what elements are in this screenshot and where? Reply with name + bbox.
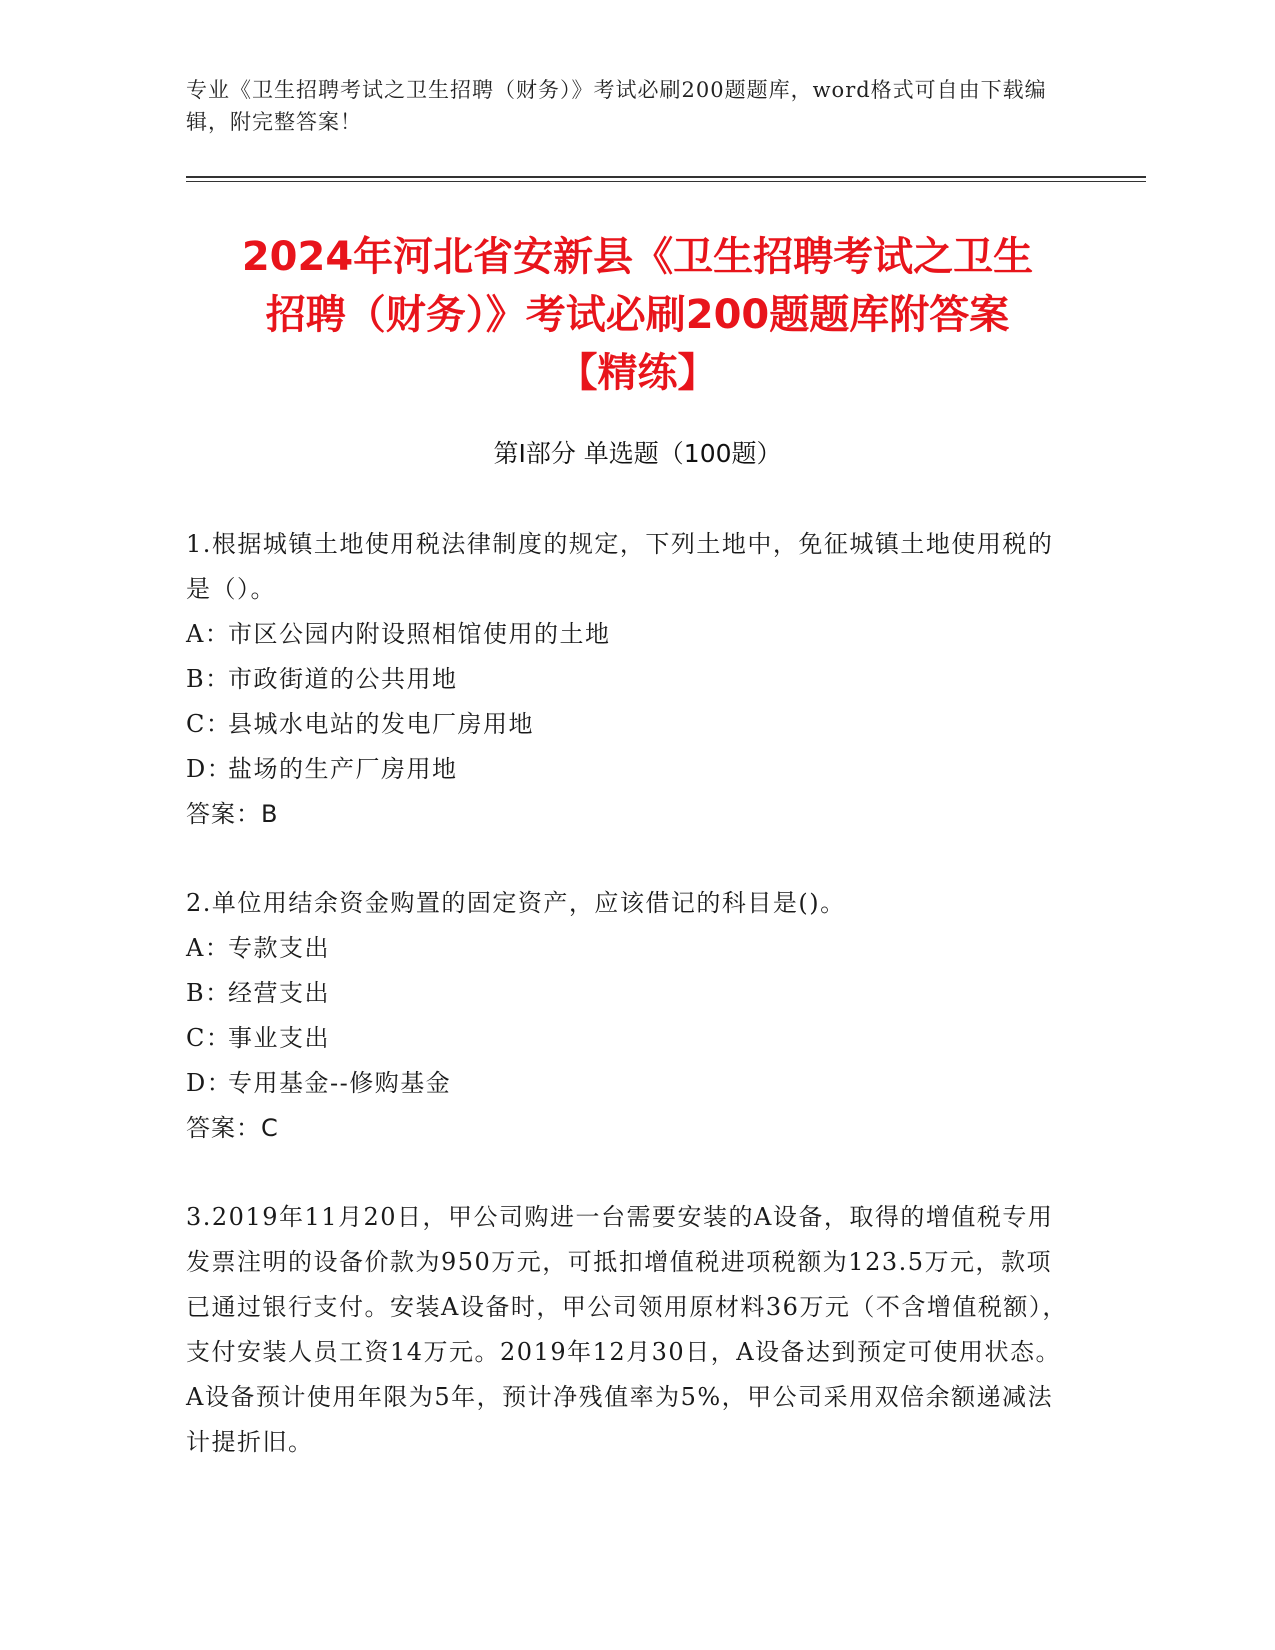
section-heading: 第I部分 单选题（100题） — [493, 439, 782, 468]
question-text: 3.2019年11月20日，甲公司购进一台需要安装的A设备，取得的增值税专用发票注明的设备价款为950万元，可抵扣增值税进项税额为123.5万元，款项已通过银行支付。安装A设备时，甲公司领用原材料36万元（不含增值税额），支付安装人员工资14万元。2019年12月30日，A设备达到预定可使用状态。A设备预计使用年限为5年，预计净残值率为5%，甲公司采用双倍余额递减法计提折旧。 — [186, 1203, 1068, 1456]
option-text: 事业支出 — [228, 1024, 330, 1052]
answer: 答案：B — [186, 800, 279, 828]
title-line-2: 招聘（财务）》考试必刷200题题库附答案 — [265, 292, 1010, 338]
title-line-1: 2024年河北省安新县《卫生招聘考试之卫生 — [241, 234, 1034, 280]
option-text: 经营支出 — [228, 979, 330, 1007]
option-a — [186, 612, 1076, 657]
header-divider-thin — [186, 181, 1146, 182]
option-text: 专用基金--修购基金 — [228, 1069, 452, 1097]
question-2 — [186, 881, 1076, 1151]
option-b — [186, 971, 1076, 1016]
option-key: B： — [186, 979, 231, 1007]
option-text: 盐场的生产厂房用地 — [228, 755, 458, 783]
answer: 答案：C — [186, 1114, 279, 1142]
option-key: D： — [186, 755, 233, 783]
question-text: 1.根据城镇土地使用税法律制度的规定，下列土地中，免征城镇土地使用税的是（）。 — [186, 530, 1054, 603]
option-c — [186, 1016, 1076, 1061]
option-key: D： — [186, 1069, 233, 1097]
question-3 — [186, 1195, 1076, 1465]
option-key: C： — [186, 1024, 232, 1052]
option-d — [186, 747, 1076, 792]
question-list — [186, 522, 1076, 1509]
header-divider — [186, 176, 1146, 178]
option-text: 市区公园内附设照相馆使用的土地 — [228, 620, 611, 648]
option-key: C： — [186, 710, 232, 738]
question-1 — [186, 522, 1076, 837]
header-note: 专业《卫生招聘考试之卫生招聘（财务）》考试必刷200题题库，word格式可自由下载编辑，附完整答案！ — [186, 78, 1047, 134]
option-text: 市政街道的公共用地 — [228, 665, 458, 693]
option-key: A： — [186, 934, 231, 962]
document-title — [150, 228, 1125, 402]
option-a — [186, 926, 1076, 971]
option-key: A： — [186, 620, 231, 648]
question-text: 2.单位用结余资金购置的固定资产，应该借记的科目是()。 — [186, 889, 846, 917]
option-c — [186, 702, 1076, 747]
option-b — [186, 657, 1076, 702]
option-d — [186, 1061, 1076, 1106]
option-text: 县城水电站的发电厂房用地 — [228, 710, 534, 738]
option-text: 专款支出 — [228, 934, 330, 962]
title-line-3: 【精练】 — [557, 350, 718, 396]
option-key: B： — [186, 665, 231, 693]
